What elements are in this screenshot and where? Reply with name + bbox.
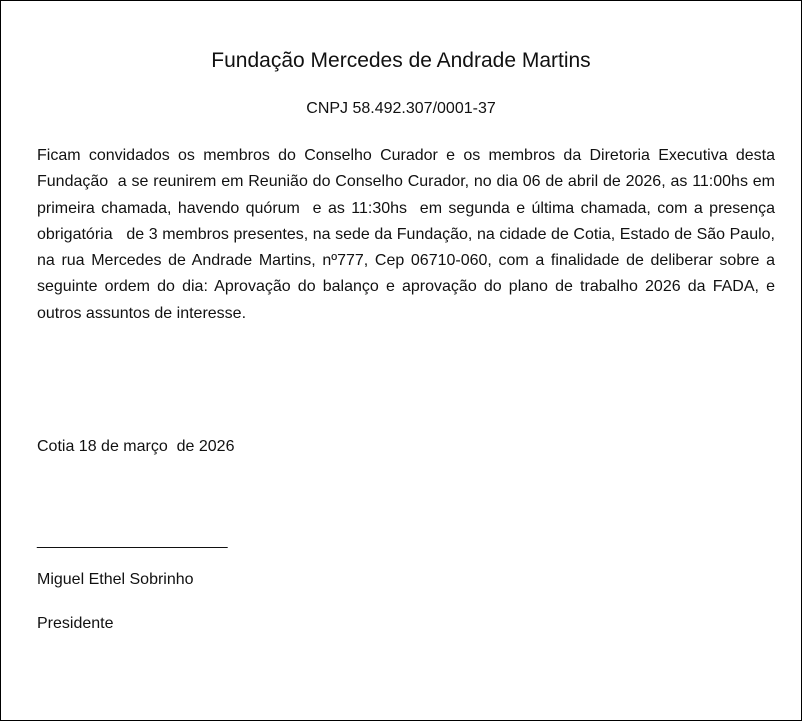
place-and-date: Cotia 18 de março de 2026: [37, 438, 235, 455]
invitation-paragraph: Ficam convidados os membros do Conselho Curador e os membros da Diretoria Executiva desta Fundação a se reunirem em Reunião do Conselho Curador, no dia 06 de abril de 2026, as 11:00hs em primeira chamada, havendo quórum e as 11:30hs em segunda e última chamada, com a presença obrigatória de 3 membros presentes, na sede da Fundação, na cidade de Cotia, Estado de São Paulo, na rua Mercedes de Andrade Martins, nº777, Cep 06710-060, com a finalidade de deliberar sobre a seguinte ordem do dia: Aprovação do balanço e aprovação do plano de trabalho 2026 da FADA, e outros assuntos de interesse.: [37, 147, 780, 322]
signature-line: ________________________: [37, 532, 227, 549]
signer-role: Presidente: [37, 615, 114, 632]
cnpj-line: CNPJ 58.492.307/0001-37: [306, 100, 496, 117]
signer-name: Miguel Ethel Sobrinho: [37, 571, 194, 588]
foundation-title: Fundação Mercedes de Andrade Martins: [211, 49, 591, 72]
